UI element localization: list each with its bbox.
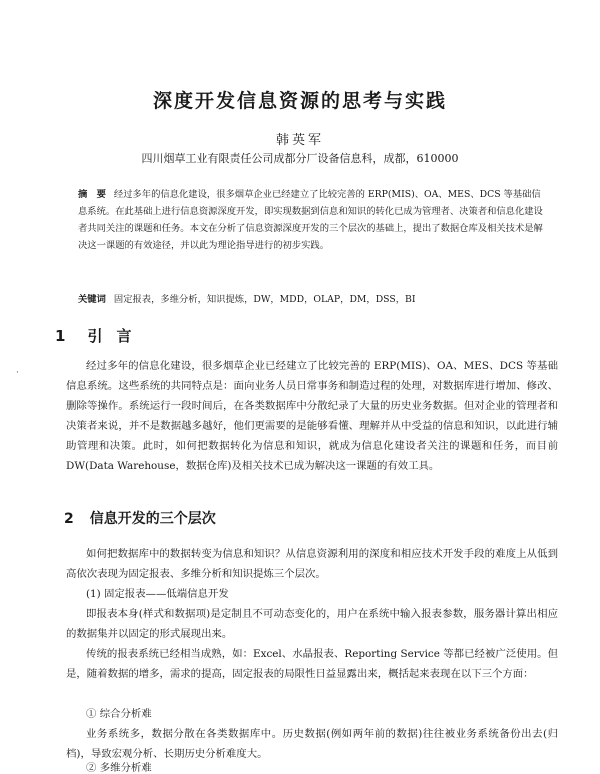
margin-mark: · — [16, 368, 19, 378]
abstract-text: 经过多年的信息化建设，很多烟草企业已经建立了比较完善的 ERP(MIS)、OA、MES、DCS 等基础信息系统。在此基础上进行信息资源深度开发，即实现数据到信息和知识的转化已成为管理者、决策者和信息化建设者共同关注的课题和任务。本文在分析了信息资源深度开发的三个层次的基础上，提出了数据仓库及相关技术是解决这一课题的有效途径，并以此为理论指导进行的初步实践。 — [78, 189, 543, 251]
keywords — [78, 291, 548, 308]
author-affiliation: 四川烟草工业有限责任公司成都分厂设备信息科，成都，610000 — [141, 152, 459, 165]
paper-title: 深度开发信息资源的思考与实践 — [152, 90, 447, 112]
item-1-paragraph-2: 传统的报表系统已经相当成熟，如：Excel、水晶报表、Reporting Service 等都已经被广泛使用。但是，随着数据的增多，需求的提高，固定报表的局限性日益显露出来，概括起来表现在以下三个方面： — [66, 648, 558, 680]
section-1-paragraph: 经过多年的信息化建设，很多烟草企业已经建立了比较完善的 ERP(MIS)、OA、MES、DCS 等基础信息系统。这些系统的共同特点是：面向业务人员日常事务和制造过程的处理，对数据库进行增加、修改、删除等操作。系统运行一段时间后，在各类数据库中分散纪录了大量的历史业务数据。但对企业的管理者和决策者来说，并不是数据越多越好，他们更需要的是能够看懂、理解并从中受益的信息和知识，以此进行辅助管理和决策。此时，如何把数据转化为信息和知识，就成为信息化建设者关注的课题和任务，而目前 DW(Data Warehouse，数据仓库)及相关技术已成为解决这一课题的有效工具。 — [66, 360, 558, 472]
sub-item-2-heading: ② 多维分析难 — [86, 762, 152, 774]
section-2-intro: 如何把数据库中的数据转变为信息和知识？从信息资源利用的深度和相应技术开发手段的难度上从低到高依次表现为固定报表、多维分析和知识提炼三个层次。 — [66, 548, 558, 580]
sub-item-1-heading: ① 综合分析难 — [86, 708, 152, 720]
sub-item-1-paragraph: 业务系统多，数据分散在各类数据库中。历史数据(例如两年前的数据)往往被业务系统备份出去(归档)，导致宏观分析、长期历史分析难度大。 — [66, 728, 558, 760]
section-2-title: 信息开发的三个层次 — [89, 511, 216, 527]
section-2-heading — [64, 508, 216, 528]
section-1-title: 引言 — [87, 327, 146, 345]
section-1-number: 1 — [55, 327, 66, 345]
keywords-label: 关键词 — [78, 294, 106, 305]
section-2-number: 2 — [64, 511, 74, 527]
item-1-heading: (1) 固定报表——低端信息开发 — [86, 588, 229, 600]
author-name: 韩英军 — [275, 133, 324, 148]
abstract — [78, 186, 544, 254]
item-1-paragraph-1: 即报表本身(样式和数据项)是定制且不可动态变化的，用户在系统中输入报表参数，服务器计算出相应的数据集并以固定的形式展现出来。 — [66, 608, 558, 640]
section-1-heading — [55, 325, 145, 346]
keywords-text: 固定报表，多维分析，知识提炼，DW，MDD，OLAP，DM，DSS，BI — [113, 294, 416, 305]
abstract-label: 摘 要 — [78, 189, 106, 200]
